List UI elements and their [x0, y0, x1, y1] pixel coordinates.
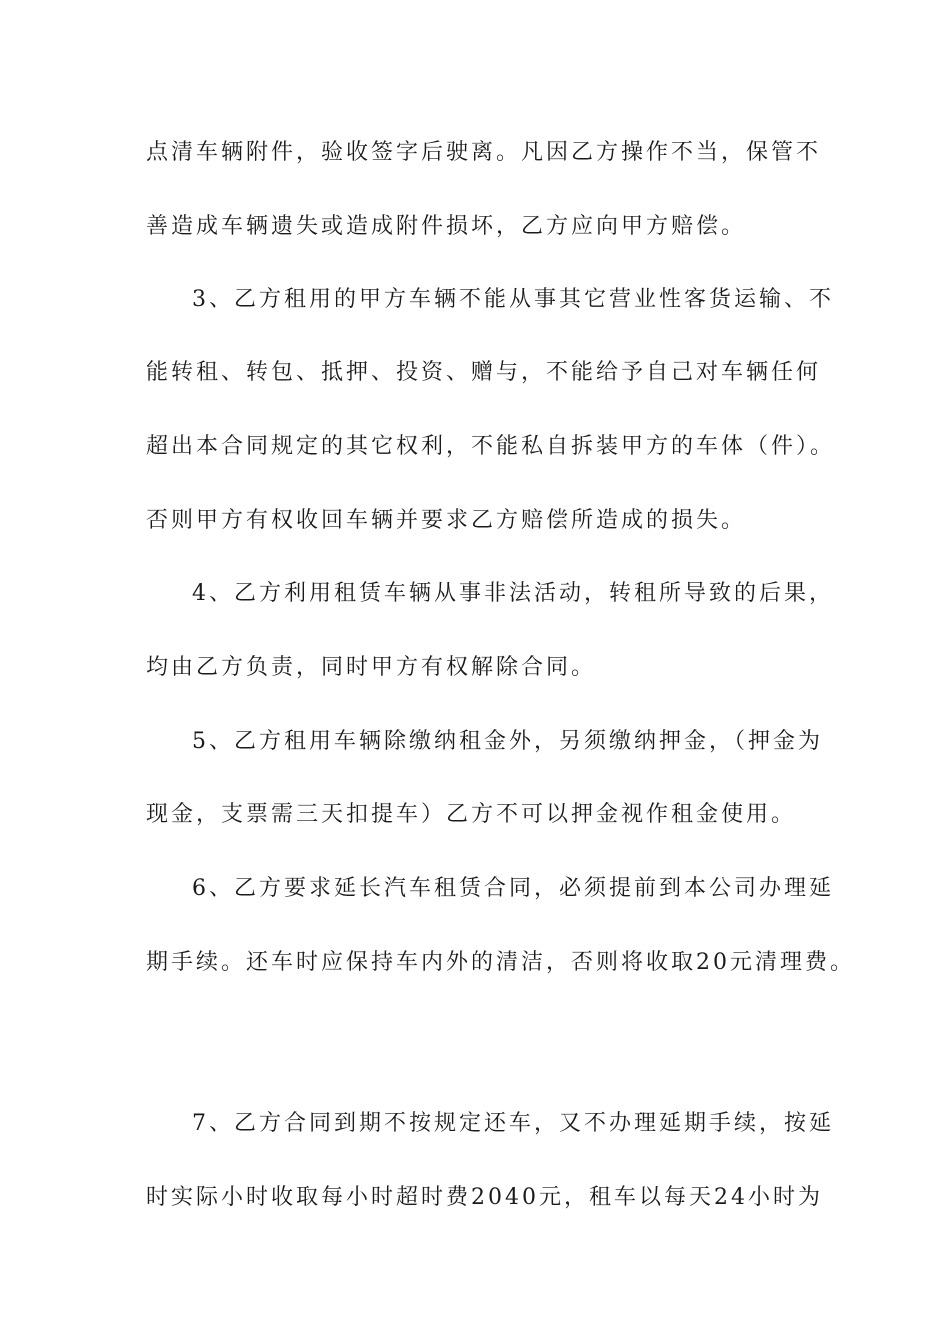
text-line-2: 善造成车辆遗失或造成附件损坏，乙方应向甲方赔偿。: [146, 214, 747, 239]
clause-6-line-1: 6、乙方要求延长汽车租赁合同，必须提前到本公司办理延: [192, 876, 834, 901]
clause-4-line-2: 均由乙方负责，同时甲方有权解除合同。: [146, 655, 597, 680]
clause-5-line-1: 5、乙方租用车辆除缴纳租金外，另须缴纳押金，（押金为: [192, 729, 823, 754]
clause-3-line-1: 3、乙方租用的甲方车辆不能从事其它营业性客货运输、不: [192, 287, 834, 312]
clause-3-line-4: 否则甲方有权收回车辆并要求乙方赔偿所造成的损失。: [146, 508, 747, 533]
text-line-1: 点清车辆附件，验收签字后驶离。凡因乙方操作不当，保管不: [146, 140, 822, 165]
clause-7-line-1: 7、乙方合同到期不按规定还车，又不办理延期手续，按延: [192, 1111, 834, 1136]
clause-3-line-2: 能转租、转包、抵押、投资、赠与，不能给予自己对车辆任何: [146, 360, 822, 385]
clause-3-line-3: 超出本合同规定的其它权利，不能私自拆装甲方的车体（件）。: [146, 434, 836, 459]
clause-4-line-1: 4、乙方利用租赁车辆从事非法活动，转租所导致的后果，: [192, 581, 834, 606]
clause-5-line-2: 现金，支票需三天扣提车）乙方不可以押金视作租金使用。: [146, 802, 797, 827]
clause-6-line-2: 期手续。还车时应保持车内外的清洁，否则将收取20元清理费。: [146, 950, 855, 975]
clause-7-line-2: 时实际小时收取每小时超时费2040元，租车以每天24小时为: [146, 1185, 823, 1210]
